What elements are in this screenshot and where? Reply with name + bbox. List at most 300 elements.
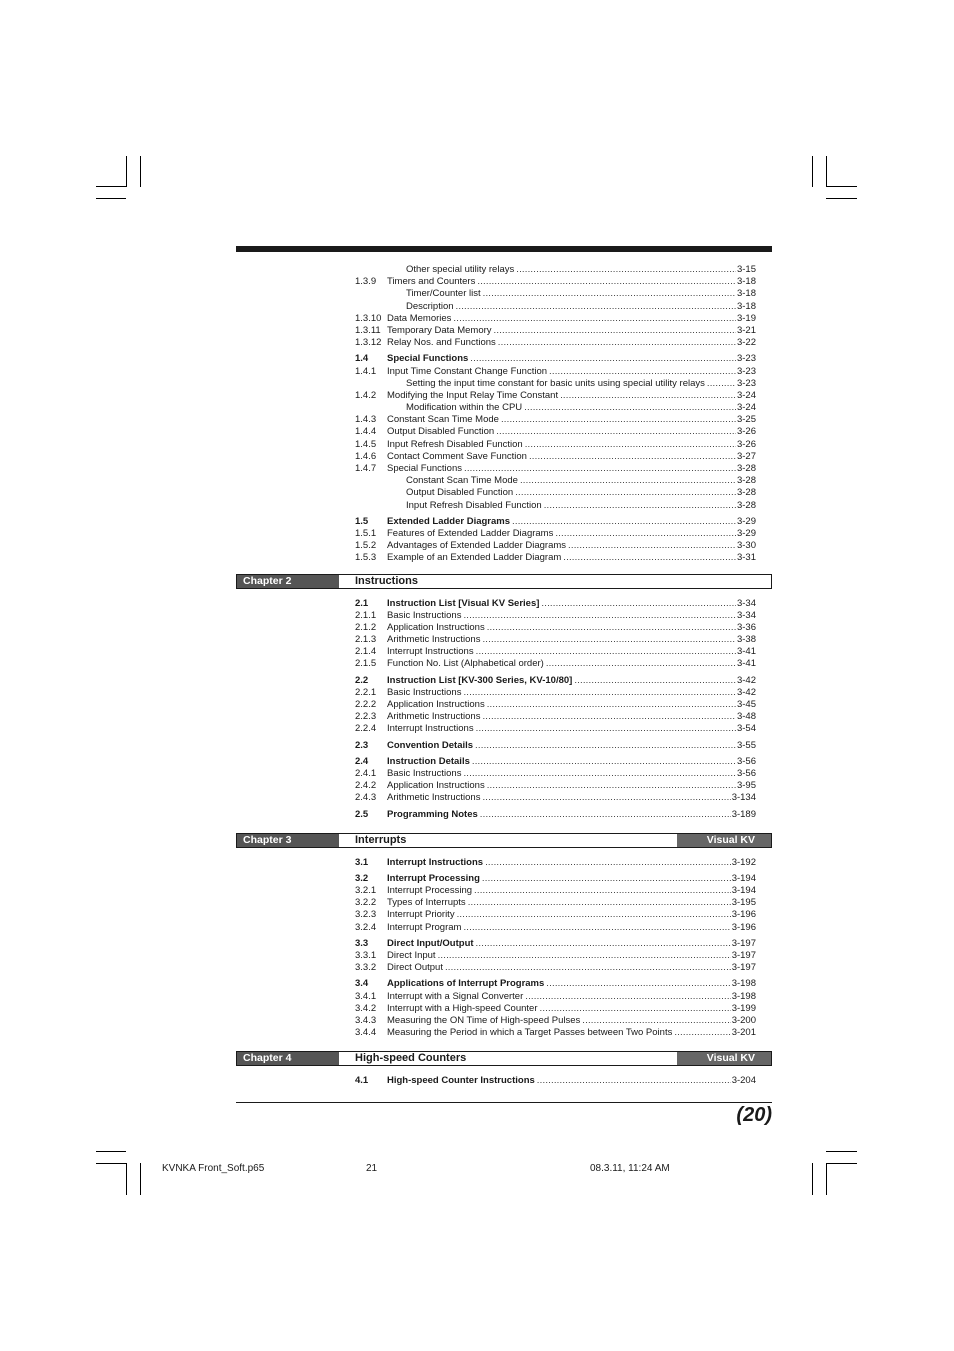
toc-entry-title: Interrupt Instructions (387, 856, 484, 868)
dot-leader (480, 809, 731, 821)
toc-entry-number: 2.4.3 (355, 792, 377, 804)
dot-leader (464, 463, 736, 475)
toc-entry-row (236, 687, 772, 699)
toc-group-chapter3 (236, 857, 772, 1040)
toc-entry-page: 3-34 (736, 597, 756, 609)
toc-entry-title: Example of an Extended Ladder Diagram (387, 552, 562, 564)
toc-entry-page: 3-23 (736, 377, 756, 389)
chapter-tag: Visual KV (677, 834, 771, 847)
toc-entry-page: 3-41 (736, 646, 756, 658)
toc-entry-title: Setting the input time constant for basic units using special utility relays (406, 377, 705, 389)
toc-entry-row (236, 723, 772, 735)
chapter-title: Interrupts (355, 833, 407, 846)
table-of-contents (236, 264, 772, 1088)
dot-leader (438, 950, 731, 962)
toc-entry-page: 3-15 (736, 264, 756, 275)
toc-entry-page: 3-198 (731, 978, 756, 990)
toc-entry-number: 1.3.11 (355, 324, 381, 336)
toc-entry-number: 2.2 (355, 674, 369, 686)
toc-entry-row (236, 897, 772, 909)
toc-entry-leader (387, 675, 756, 687)
toc-section-row (236, 978, 772, 990)
chapter-title: High-speed Counters (355, 1052, 467, 1065)
toc-entry-leader (387, 337, 756, 349)
toc-entry-page: 3-56 (736, 755, 756, 767)
dot-leader (453, 313, 736, 325)
toc-entry-number: 1.4.2 (355, 389, 377, 401)
toc-entry-title: Special Functions (387, 463, 462, 474)
toc-entry-title: Constant Scan Time Mode (387, 414, 499, 426)
toc-entry-leader (387, 687, 756, 699)
toc-entry-leader (387, 756, 756, 768)
toc-entry-page: 3-24 (736, 389, 756, 401)
toc-entry-row (236, 528, 772, 540)
toc-entry-title: Arithmetic Instructions (387, 634, 481, 646)
toc-entry-page: 3-48 (736, 711, 756, 723)
toc-entry-number: 2.4 (355, 755, 369, 767)
dot-leader (463, 687, 736, 699)
toc-entry-page: 3-54 (736, 723, 756, 735)
dot-leader (476, 938, 731, 950)
toc-entry-title: Output Disabled Function (406, 487, 514, 499)
toc-entry-title: Arithmetic Instructions (387, 792, 481, 804)
toc-entry-leader (387, 780, 756, 792)
toc-entry-page: 3-28 (736, 463, 756, 474)
toc-entry-row (236, 711, 772, 723)
toc-entry-page: 3-28 (736, 487, 756, 499)
toc-entry-page: 3-196 (731, 909, 756, 921)
dot-leader (544, 500, 736, 512)
dot-leader (549, 366, 736, 378)
toc-entry-number: 3.4.3 (355, 1014, 377, 1026)
toc-entry-number: 3.2.3 (355, 909, 377, 921)
toc-entry-leader (387, 873, 756, 885)
toc-entry-leader (387, 809, 756, 821)
toc-entry-page: 3-31 (736, 552, 756, 564)
dot-leader (494, 325, 736, 337)
dot-leader (516, 264, 736, 276)
dot-leader (487, 622, 736, 634)
toc-entry-leader (387, 740, 756, 752)
toc-entry-page: 3-30 (736, 540, 756, 552)
toc-entry-title: Extended Ladder Diagrams (387, 515, 511, 527)
toc-entry-number: 1.4 (355, 353, 369, 365)
toc-entry-row (236, 439, 772, 451)
toc-entry-leader (387, 768, 756, 780)
toc-entry-row (236, 622, 772, 634)
toc-entry-leader (387, 723, 756, 735)
toc-entry-row (236, 276, 772, 288)
dot-leader (468, 897, 731, 909)
toc-entry-leader (406, 301, 756, 313)
toc-section-row (236, 873, 772, 885)
dot-leader (477, 276, 736, 288)
toc-entry-row (236, 909, 772, 921)
toc-group-chapter4 (236, 1075, 772, 1087)
toc-entry-title: Interrupt Instructions (387, 646, 474, 658)
toc-entry-title: Contact Comment Save Function (387, 450, 527, 462)
toc-entry-row (236, 451, 772, 463)
toc-entry-row (236, 487, 772, 499)
dot-leader (560, 390, 736, 402)
toc-section-row (236, 598, 772, 610)
footer-filename: KVNKA Front_Soft.p65 (162, 1163, 265, 1174)
toc-entry-page: 3-56 (736, 767, 756, 779)
toc-entry-number: 2.1.5 (355, 658, 377, 670)
toc-entry-number: 3.3.1 (355, 950, 377, 961)
toc-entry-title: Measuring the ON Time of High-speed Pulses (387, 1014, 581, 1026)
toc-entry-title: Interrupt Program (387, 921, 462, 933)
dot-leader (487, 780, 736, 792)
toc-entry-page: 3-24 (736, 402, 756, 414)
toc-entry-row (236, 922, 772, 934)
toc-entry-page: 3-55 (736, 739, 756, 751)
toc-entry-page: 3-29 (736, 527, 756, 539)
dot-leader (472, 756, 736, 768)
toc-entry-number: 2.1 (355, 597, 369, 609)
toc-entry-leader (387, 528, 756, 540)
toc-entry-page: 3-42 (736, 674, 756, 686)
footer-sheet: 21 (366, 1163, 378, 1174)
toc-entry-page: 3-200 (731, 1014, 756, 1026)
dot-leader (501, 414, 736, 426)
toc-entry-row (236, 1003, 772, 1015)
dot-leader (524, 402, 736, 414)
toc-entry-leader (387, 610, 756, 622)
toc-entry-leader (406, 402, 756, 414)
dot-leader (483, 288, 736, 300)
dot-leader (546, 978, 730, 990)
dot-leader (674, 1027, 730, 1039)
toc-entry-number: 2.4.1 (355, 767, 377, 779)
dot-leader (525, 439, 736, 451)
toc-entry-number: 2.1.4 (355, 646, 377, 658)
toc-entry-leader (387, 552, 756, 564)
chapter-4-header (236, 1051, 772, 1066)
toc-entry-number: 3.2.2 (355, 897, 377, 909)
toc-entry-number: 1.3.10 (355, 312, 382, 324)
toc-entry-title: Function No. List (Alphabetical order) (387, 658, 544, 670)
toc-entry-title: Interrupt Processing (387, 872, 480, 884)
toc-entry-page: 3-42 (736, 686, 756, 698)
toc-entry-title: Application Instructions (387, 621, 485, 633)
dot-leader (546, 658, 736, 670)
toc-entry-leader (387, 897, 756, 909)
toc-entry-leader (387, 366, 756, 378)
dot-leader (537, 1075, 731, 1087)
toc-entry-number: 2.2.4 (355, 723, 377, 735)
toc-entry-number: 1.5.1 (355, 527, 377, 539)
toc-entry-number: 1.4.7 (355, 463, 377, 474)
toc-entry-title: Description (406, 300, 454, 312)
toc-entry-row (236, 325, 772, 337)
toc-entry-number: 1.4.1 (355, 365, 377, 377)
toc-entry-page: 3-197 (731, 937, 756, 949)
toc-entry-leader (387, 622, 756, 634)
toc-entry-title: Types of Interrupts (387, 897, 466, 909)
toc-entry-leader (406, 500, 756, 512)
toc-entry-row (236, 313, 772, 325)
toc-entry-number: 3.3.2 (355, 962, 377, 974)
toc-entry-page: 3-194 (731, 872, 756, 884)
dot-leader (582, 1015, 730, 1027)
toc-entry-leader (387, 711, 756, 723)
toc-entry-number: 2.4.2 (355, 780, 377, 792)
toc-entry-title: Direct Output (387, 962, 443, 974)
toc-group-chapter2 (236, 598, 772, 821)
footer-timestamp: 08.3.11, 11:24 AM (590, 1163, 670, 1174)
chapter-title: Instructions (355, 574, 418, 587)
dot-leader (475, 740, 736, 752)
toc-entry-title: Data Memories (387, 312, 452, 324)
toc-entry-leader (387, 962, 756, 974)
toc-entry-title: High-speed Counter Instructions (387, 1075, 535, 1087)
toc-entry-number: 1.5.3 (355, 552, 377, 564)
toc-entry-title: Programming Notes (387, 808, 478, 820)
toc-entry-row (236, 950, 772, 962)
dot-leader (463, 610, 736, 622)
dot-leader (520, 475, 736, 487)
toc-entry-title: Special Functions (387, 353, 469, 365)
toc-entry-number: 2.2.2 (355, 699, 377, 710)
toc-entry-row (236, 475, 772, 487)
toc-entry-title: Modification within the CPU (406, 402, 523, 414)
toc-entry-page: 3-18 (736, 288, 756, 300)
toc-entry-page: 3-199 (731, 1002, 756, 1014)
toc-entry-leader (387, 938, 756, 950)
chapter-label: Chapter 2 (237, 575, 339, 588)
toc-entry-row (236, 378, 772, 390)
toc-entry-title: Input Refresh Disabled Function (406, 499, 542, 511)
toc-entry-leader (387, 1075, 756, 1087)
chapter-2-header (236, 574, 772, 589)
dot-leader (482, 873, 731, 885)
toc-entry-row (236, 366, 772, 378)
dot-leader (482, 634, 736, 646)
dot-leader (515, 487, 736, 499)
toc-entry-row (236, 390, 772, 402)
toc-entry-title: Interrupt Processing (387, 885, 473, 897)
toc-entry-leader (387, 857, 756, 869)
toc-entry-page: 3-21 (736, 324, 756, 336)
toc-entry-page: 3-197 (731, 962, 756, 974)
toc-entry-leader (406, 378, 756, 390)
toc-entry-leader (387, 699, 756, 711)
toc-entry-page: 3-197 (731, 950, 756, 961)
toc-entry-number: 2.2.1 (355, 686, 377, 698)
dot-leader (498, 337, 736, 349)
toc-entry-page: 3-41 (736, 658, 756, 670)
toc-entry-row (236, 1015, 772, 1027)
toc-entry-row (236, 337, 772, 349)
toc-entry-leader (387, 516, 756, 528)
toc-section-row (236, 740, 772, 752)
toc-entry-page: 3-23 (736, 365, 756, 377)
toc-entry-page: 3-28 (736, 499, 756, 511)
toc-entry-leader (387, 414, 756, 426)
toc-entry-number: 2.5 (355, 808, 369, 820)
toc-entry-leader (387, 598, 756, 610)
dot-leader (456, 301, 736, 313)
toc-entry-row (236, 634, 772, 646)
page-number: (20) (736, 1104, 772, 1126)
toc-entry-page: 3-25 (736, 414, 756, 426)
toc-entry-number: 3.3 (355, 937, 369, 949)
toc-entry-leader (387, 634, 756, 646)
toc-entry-leader (387, 1015, 756, 1027)
toc-entry-row (236, 646, 772, 658)
toc-section-row (236, 1075, 772, 1087)
toc-entry-leader (406, 487, 756, 499)
toc-entry-row (236, 426, 772, 438)
toc-entry-title: Other special utility relays (406, 264, 515, 275)
toc-entry-title: Input Refresh Disabled Function (387, 438, 523, 450)
toc-entry-row (236, 658, 772, 670)
toc-entry-number: 2.2.3 (355, 711, 377, 723)
footer-rule (236, 1102, 772, 1103)
toc-entry-leader (387, 426, 756, 438)
toc-entry-leader (406, 264, 756, 276)
toc-entry-title: Timers and Counters (387, 276, 476, 288)
toc-entry-number: 1.4.3 (355, 414, 377, 426)
toc-entry-page: 3-26 (736, 426, 756, 438)
dot-leader (525, 991, 730, 1003)
toc-entry-title: Instruction List [KV-300 Series, KV-10/80] (387, 674, 573, 686)
toc-entry-row (236, 301, 772, 313)
toc-entry-row (236, 552, 772, 564)
toc-entry-title: Advantages of Extended Ladder Diagrams (387, 540, 567, 552)
dot-leader (541, 598, 736, 610)
toc-entry-row (236, 288, 772, 300)
toc-entry-title: Direct Input/Output (387, 937, 474, 949)
toc-entry-leader (387, 950, 756, 962)
toc-entry-number: 3.4.1 (355, 990, 377, 1002)
toc-entry-row (236, 610, 772, 622)
toc-entry-title: Interrupt Priority (387, 909, 455, 921)
toc-entry-leader (387, 276, 756, 288)
toc-entry-title: Convention Details (387, 739, 474, 751)
toc-entry-title: Constant Scan Time Mode (406, 475, 518, 487)
toc-entry-number: 3.4.4 (355, 1027, 377, 1039)
toc-entry-title: Instruction Details (387, 755, 470, 767)
toc-entry-page: 3-18 (736, 276, 756, 288)
toc-entry-row (236, 540, 772, 552)
toc-entry-page: 3-194 (731, 885, 756, 897)
toc-entry-title: Features of Extended Ladder Diagrams (387, 527, 554, 539)
toc-entry-page: 3-201 (731, 1027, 756, 1039)
toc-entry-row (236, 264, 772, 276)
toc-section-row (236, 938, 772, 950)
toc-entry-title: Basic Instructions (387, 609, 462, 621)
toc-entry-leader (387, 1027, 756, 1039)
dot-leader (512, 516, 736, 528)
toc-entry-leader (387, 646, 756, 658)
toc-entry-page: 3-27 (736, 450, 756, 462)
toc-entry-leader (387, 792, 756, 804)
toc-entry-row (236, 991, 772, 1003)
toc-entry-title: Applications of Interrupt Programs (387, 978, 545, 990)
toc-entry-page: 3-29 (736, 515, 756, 527)
toc-entry-page: 3-45 (736, 699, 756, 710)
toc-entry-number: 2.1.2 (355, 621, 377, 633)
dot-leader (563, 552, 736, 564)
toc-entry-leader (387, 991, 756, 1003)
dot-leader (474, 885, 731, 897)
toc-entry-number: 3.2.1 (355, 885, 377, 897)
dot-leader (463, 768, 736, 780)
toc-entry-page: 3-26 (736, 438, 756, 450)
toc-entry-page: 3-192 (731, 856, 756, 868)
dot-leader (485, 857, 731, 869)
toc-entry-page: 3-28 (736, 475, 756, 487)
toc-entry-number: 4.1 (355, 1075, 369, 1087)
toc-entry-page: 3-18 (736, 300, 756, 312)
toc-section-row (236, 756, 772, 768)
dot-leader (470, 353, 736, 365)
toc-entry-title: Temporary Data Memory (387, 324, 492, 336)
toc-entry-leader (387, 1003, 756, 1015)
toc-section-row (236, 353, 772, 365)
toc-entry-row (236, 402, 772, 414)
toc-entry-leader (387, 922, 756, 934)
toc-entry-page: 3-196 (731, 921, 756, 933)
toc-entry-title: Input Time Constant Change Function (387, 365, 548, 377)
toc-entry-title: Output Disabled Function (387, 426, 495, 438)
toc-entry-number: 1.3.9 (355, 276, 377, 288)
toc-entry-leader (406, 288, 756, 300)
toc-section-row (236, 516, 772, 528)
toc-entry-number: 2.1.3 (355, 634, 377, 646)
toc-entry-title: Application Instructions (387, 780, 485, 792)
dot-leader (457, 909, 731, 921)
dot-leader (496, 426, 736, 438)
dot-leader (482, 711, 736, 723)
toc-entry-row (236, 768, 772, 780)
toc-entry-row (236, 962, 772, 974)
chapter-label: Chapter 4 (237, 1052, 339, 1065)
dot-leader (540, 1003, 731, 1015)
toc-group-chapter1 (236, 264, 772, 565)
toc-entry-title: Measuring the Period in which a Target Passes between Two Points (387, 1027, 673, 1039)
toc-entry-title: Modifying the Input Relay Time Constant (387, 389, 559, 401)
toc-entry-row (236, 1027, 772, 1039)
toc-entry-page: 3-38 (736, 634, 756, 646)
dot-leader (574, 675, 736, 687)
toc-entry-number: 3.4.2 (355, 1002, 377, 1014)
toc-entry-number: 1.4.5 (355, 438, 377, 450)
toc-entry-row (236, 414, 772, 426)
dot-leader (568, 540, 736, 552)
dot-leader (445, 962, 731, 974)
toc-entry-number: 1.5 (355, 515, 369, 527)
toc-entry-number: 1.4.6 (355, 450, 377, 462)
toc-entry-number: 3.2 (355, 872, 369, 884)
toc-entry-number: 3.1 (355, 856, 369, 868)
toc-entry-leader (387, 909, 756, 921)
toc-entry-leader (406, 475, 756, 487)
toc-entry-page: 3-23 (736, 353, 756, 365)
toc-entry-title: Relay Nos. and Functions (387, 337, 496, 349)
toc-entry-row (236, 463, 772, 475)
toc-entry-number: 1.4.4 (355, 426, 377, 438)
toc-entry-page: 3-36 (736, 621, 756, 633)
toc-entry-row (236, 885, 772, 897)
dot-leader (555, 528, 736, 540)
toc-entry-number: 2.3 (355, 739, 369, 751)
toc-entry-number: 1.5.2 (355, 540, 377, 552)
toc-entry-number: 3.2.4 (355, 921, 377, 933)
toc-entry-leader (387, 658, 756, 670)
